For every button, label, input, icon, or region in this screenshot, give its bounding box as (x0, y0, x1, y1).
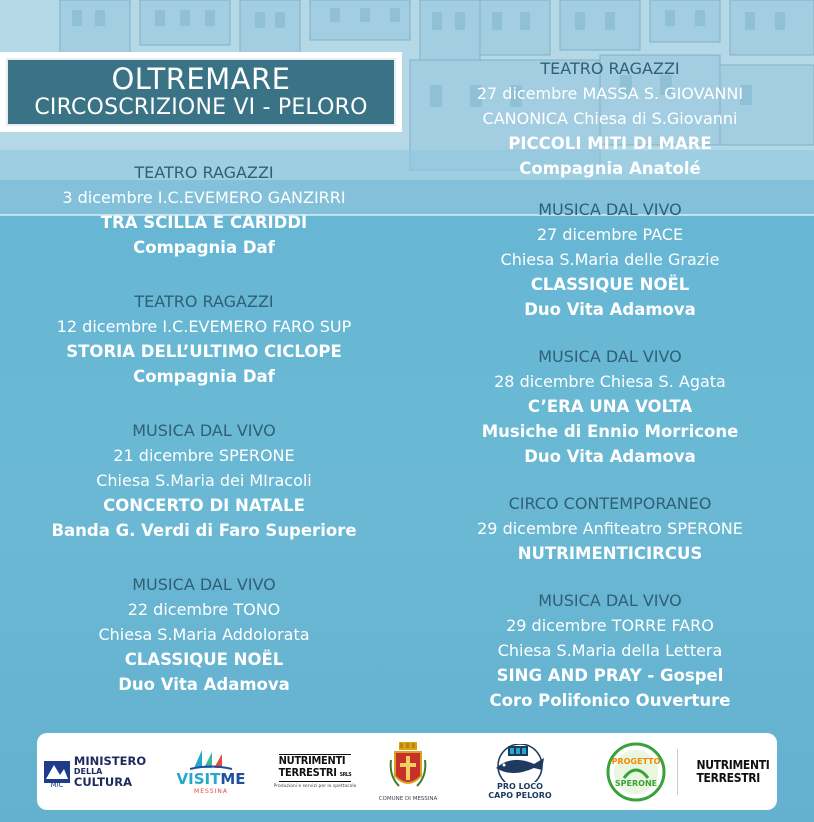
mic-emblem-icon (44, 755, 70, 789)
ministero-cultura-logo (43, 733, 147, 810)
event-venue: Chiesa S.Maria della Lettera (497, 641, 723, 660)
event-title: SING AND PRAY - Gospel (496, 666, 724, 685)
sponsor-logo-bar (37, 733, 777, 810)
event-item (406, 344, 814, 469)
event-category: MUSICA DAL VIVO (538, 591, 682, 610)
nt-line1: NUTRIMENTI (696, 757, 770, 772)
logo-divider (677, 749, 678, 795)
mic-line1: MINISTERO (73, 754, 147, 768)
event-date: 27 dicembre PACE (536, 225, 684, 244)
event-subtitle: Musiche di Ennio Morricone (481, 422, 739, 441)
event-title: TRA SCILLA E CARIDDI (100, 213, 308, 232)
event-venue: CANONICA Chiesa di S.Giovanni (482, 109, 738, 128)
event-title: CLASSIQUE NOËL (530, 275, 690, 294)
event-item (0, 418, 408, 543)
mic-line3: CULTURA (73, 775, 133, 789)
event-performer: Duo Vita Adamova (524, 447, 696, 466)
event-item (406, 56, 814, 181)
nt-srl-line2: TERRESTRI (278, 766, 337, 779)
proloco-line1: PRO LOCO (497, 781, 543, 791)
event-item (0, 572, 408, 697)
event-performer: Coro Polifonico Ouverture (489, 691, 731, 710)
event-title: C’ERA UNA VOLTA (527, 397, 693, 416)
event-category: MUSICA DAL VIVO (132, 421, 276, 440)
visitme-tag: MESSINA (194, 788, 228, 795)
proloco-fish-icon (482, 744, 558, 782)
event-venue: Chiesa S.Maria Addolorata (98, 625, 310, 644)
event-category: MUSICA DAL VIVO (538, 347, 682, 366)
event-category: TEATRO RAGAZZI (134, 292, 274, 311)
page-title: OLTREMARE (111, 62, 291, 96)
event-category: TEATRO RAGAZZI (540, 59, 680, 78)
event-category: MUSICA DAL VIVO (132, 575, 276, 594)
event-item (406, 588, 814, 713)
event-date: 22 dicembre TONO (127, 600, 281, 619)
mic-badge: MiC (50, 780, 64, 789)
comune-label: COMUNE DI MESSINA (378, 795, 438, 802)
event-title: CONCERTO DI NATALE (103, 496, 305, 515)
nt-srl-suffix: SRLS (339, 772, 352, 778)
event-item (0, 160, 408, 260)
nutrimenti-terrestri-logo (691, 733, 775, 810)
event-date: 12 dicembre I.C.EVEMERO FARO SUP (56, 317, 352, 336)
event-venue: Chiesa S.Maria dei MIracoli (96, 471, 312, 490)
event-performer: Duo Vita Adamova (524, 300, 696, 319)
progetto-sperone-badge-icon (606, 742, 666, 802)
visitme-sail-icon (188, 748, 234, 770)
page-subtitle: CIRCOSCRIZIONE VI - PELORO (34, 95, 368, 120)
event-title: PICCOLI MITI DI MARE (508, 134, 712, 153)
proloco-line2: CAPO PELORO (488, 790, 552, 800)
event-date: 28 dicembre Chiesa S. Agata (494, 372, 726, 391)
event-title: STORIA DELL’ULTIMO CICLOPE (66, 342, 342, 361)
event-title: CLASSIQUE NOËL (124, 650, 284, 669)
event-item (406, 197, 814, 322)
mic-line2: DELLA (73, 767, 103, 776)
progetto-line1: PROGETTO (611, 756, 661, 766)
visitme-suffix: ME (220, 770, 246, 788)
event-date: 29 dicembre Anfiteatro SPERONE (477, 519, 743, 538)
right-events-column (406, 56, 814, 713)
event-performer: Compagnia Daf (133, 238, 275, 257)
nutrimenti-terrestri-srl-logo (273, 733, 357, 810)
event-item (406, 491, 814, 566)
proloco-capo-peloro-logo (475, 733, 565, 810)
event-category: TEATRO RAGAZZI (134, 163, 274, 182)
visitme-logo (165, 733, 257, 810)
event-performer: Compagnia Daf (133, 367, 275, 386)
nt-srl-tagline: Produzioni e servizi per lo spettacolo (273, 784, 357, 789)
event-date: 3 dicembre I.C.EVEMERO GANZIRRI (62, 188, 346, 207)
title-banner (6, 58, 396, 126)
event-venue: Chiesa S.Maria delle Grazie (500, 250, 720, 269)
event-date: 21 dicembre SPERONE (113, 446, 295, 465)
title-box (0, 52, 402, 132)
progetto-sperone-logo (599, 733, 673, 810)
event-category: CIRCO CONTEMPORANEO (508, 494, 712, 513)
comune-messina-logo (373, 733, 443, 810)
event-performer: Duo Vita Adamova (118, 675, 290, 694)
city-crest-icon (389, 742, 427, 794)
left-events-column (0, 160, 408, 697)
event-performer: Banda G. Verdi di Faro Superiore (51, 521, 357, 540)
event-category: MUSICA DAL VIVO (538, 200, 682, 219)
visitme-prefix: VISIT (176, 770, 221, 788)
nt-line2: TERRESTRI (696, 770, 760, 785)
progetto-line2: SPERONE (614, 778, 658, 788)
event-date: 27 dicembre MASSA S. GIOVANNI (476, 84, 744, 103)
event-title: NUTRIMENTICIRCUS (517, 544, 703, 563)
event-date: 29 dicembre TORRE FARO (506, 616, 714, 635)
event-performer: Compagnia Anatolé (519, 159, 701, 178)
nt-srl-line1: NUTRIMENTI (278, 754, 346, 767)
event-item (0, 289, 408, 389)
